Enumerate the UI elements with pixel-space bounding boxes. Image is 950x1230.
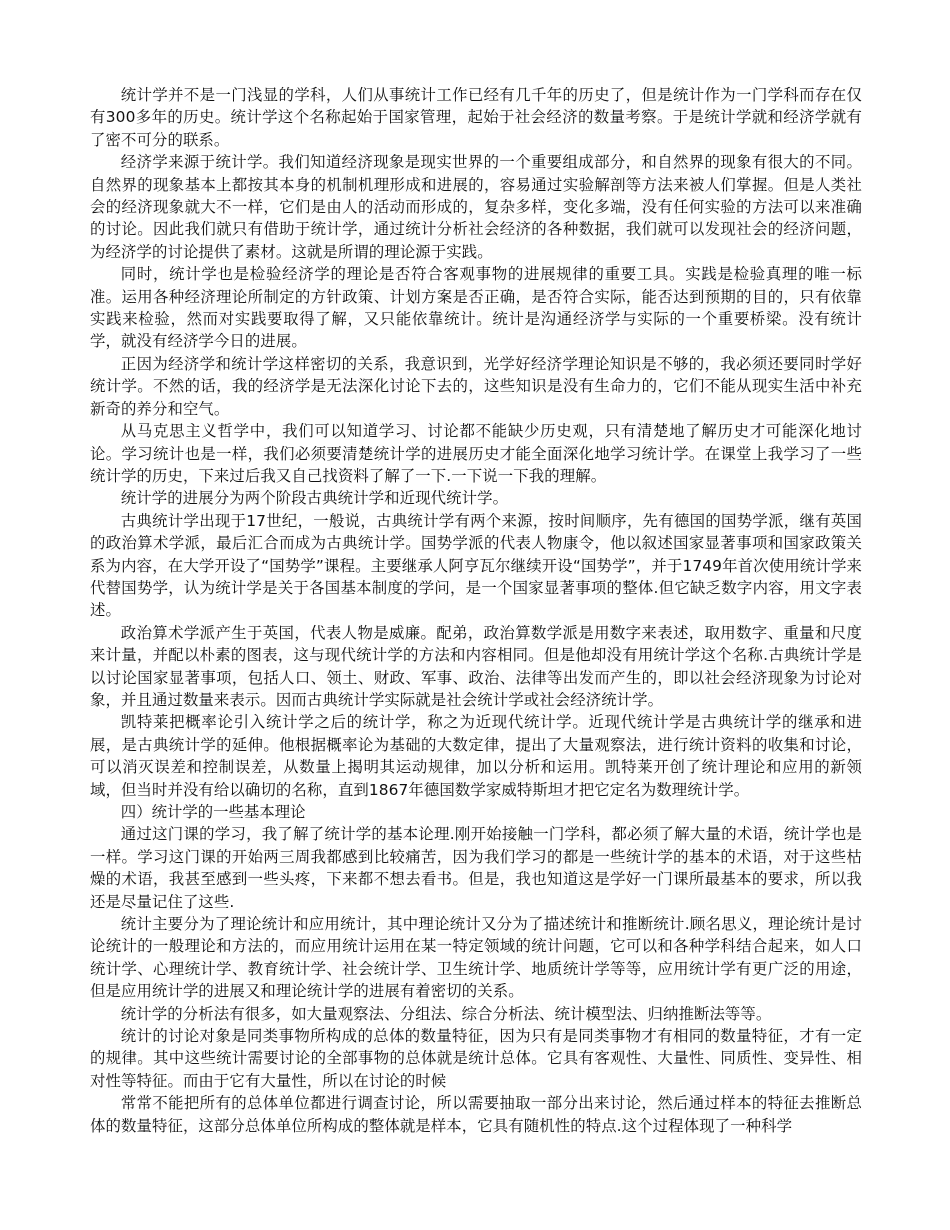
paragraph-two-stages: 统计学的进展分为两个阶段古典统计学和近现代统计学。: [120, 489, 509, 508]
paragraph-classical-statistics: 古典统计学出现于17世纪，一般说，古典统计学有两个来源，按时间顺序，先有德国的国势学派，继有英国的政治算术学派，最后汇合而成为古典统计学。国势学派的代表人物康令，他以叙述国家显著事项和国家政策关系为内容，在大学开设了“国势学”课程。主要继承人阿亨瓦尔继续开设“国势学”，并于1749年首次使用统计学来代替国势学，认为统计学是关于各国基本制度的学问，是一个国家显著事项的整体.但它缺乏数字内容，用文字表述。: [90, 511, 862, 620]
paragraph-history-view: 从马克思主义哲学中，我们可以知道学习、讨论都不能缺少历史观，只有清楚地了解历史才可能深化地讨论。学习统计也是一样，我们必须要清楚统计学的进展历史才能全面深化地学习统计学。在课堂上我学习了一些统计学的历史，下来过后我又自己找资料了解了一下.一下说一下我的理解。: [90, 422, 862, 485]
section-heading-basic-theory: 四）统计学的一些基本理论: [120, 803, 306, 821]
paragraph-theory-applied: 统计主要分为了理论统计和应用统计，其中理论统计又分为了描述统计和推断统计.顾名思义，理论统计是讨论统计的一般理论和方法的，而应用统计运用在某一特定领域的统计问题，它可以和各种学科结合起来，如人口统计学、心理统计学、教育统计学、社会统计学、卫生统计学、地质统计学等等，应用统计学有更广泛的用途，但是应用统计学的进展又和理论统计学的进展有着密切的关系。: [90, 915, 862, 1001]
paragraph-relationship: 正因为经济学和统计学这样密切的关系，我意识到，光学好经济学理论知识是不够的，我必须还要同时学好统计学。不然的话，我的经济学是无法深化讨论下去的，这些知识是没有生命力的，它们不能从现实生活中补充新奇的养分和空气。: [90, 354, 862, 418]
paragraph-sampling: 常常不能把所有的总体单位都进行调查讨论，所以需要抽取一部分出来讨论，然后通过样本的特征去推断总体的数量特征，这部分总体单位所构成的整体就是样本，它具有随机性的特点.这个过程体现了一种科学: [90, 1094, 862, 1135]
paragraph-research-object: 统计的讨论对象是同类事物所构成的总体的数量特征，因为只有是同类事物才有相同的数量特征，才有一定的规律。其中这些统计需要讨论的全部事物的总体就是统计总体。它具有客观性、大量性、同质性、变异性、相对性等特征。而由于它有大量性，所以在讨论的时候: [90, 1027, 862, 1090]
paragraph-intro: 统计学并不是一门浅显的学科，人们从事统计工作已经有几千年的历史了，但是统计作为一门学科而存在仅有300多年的历史。统计学这个名称起始于国家管理，起始于社会经济的数量考察。于是统计学就和经济学就有了密不可分的联系。: [90, 86, 862, 149]
paragraph-political-arithmetic: 政治算术学派产生于英国，代表人物是威廉。配弟，政治算数学派是用数字来表述，取用数字、重量和尺度来计量，并配以朴素的图表，这与现代统计学的方法和内容相同。但是他却没有用统计学这个名称.古典统计学是以讨论国家显著事项，包括人口、领土、财政、军事、政治、法律等出发而产生的，即以社会经济现象为讨论对象，并且通过数量来表示。因而古典统计学实际就是社会统计学或社会经济统计学。: [90, 623, 862, 709]
paragraph-statistics-tool: 同时，统计学也是检验经济学的理论是否符合客观事物的进展规律的重要工具。实践是检验真理的唯一标准。运用各种经济理论所制定的方针政策、计划方案是否正确，是否符合实际，能否达到预期的目的，只有依靠实践来检验，然而对实践要取得了解，又只能依靠统计。统计是沟通经济学与实际的一个重要桥梁。没有统计学，就没有经济学今日的进展。: [90, 265, 862, 351]
paragraph-learning-terms: 通过这门课的学习，我了解了统计学的基本论理.刚开始接触一门学科，都必须了解大量的术语，统计学也是一样。学习这门课的开始两三周我都感到比较痛苦，因为我们学习的都是一些统计学的基本的术语，对于这些枯燥的术语，我甚至感到一些头疼，下来都不想去看书。但是，我也知道这是学好一门课所最基本的要求，所以我还是尽量记住了这些.: [90, 825, 862, 911]
paragraph-methods: 统计学的分析法有很多，如大量观察法、分组法、综合分析法、统计模型法、归纳推断法等等。: [120, 1004, 772, 1023]
paragraph-modern-statistics: 凯特莱把概率论引入统计学之后的统计学，称之为近现代统计学。近现代统计学是古典统计学的继承和进展，是古典统计学的延伸。他根据概率论为基础的大数定律，提出了大量观察法，进行统计资料的收集和讨论，可以消灭误差和控制误差，从数量上揭明其运动规律，加以分析和运用。凯特莱开创了统计理论和应用的新领域，但当时并没有给以确切的名称，直到1867年德国数学家威特斯坦才把它定名为数理统计学。: [90, 713, 862, 799]
paragraph-economics-origin: 经济学来源于统计学。我们知道经济现象是现实世界的一个重要组成部分，和自然界的现象有很大的不同。自然界的现象基本上都按其本身的机制机理形成和进展的，容易通过实验解剖等方法来被人们掌握。但是人类社会的经济现象就大不一样，它们是由人的活动而形成的，复杂多样，变化多端，没有任何实验的方法可以来准确的讨论。因此我们就只有借助于统计学，通过统计分析社会经济的各种数据，我们就可以发现社会的经济问题，为经济学的讨论提供了素材。这就是所谓的理论源于实践。: [90, 153, 862, 261]
